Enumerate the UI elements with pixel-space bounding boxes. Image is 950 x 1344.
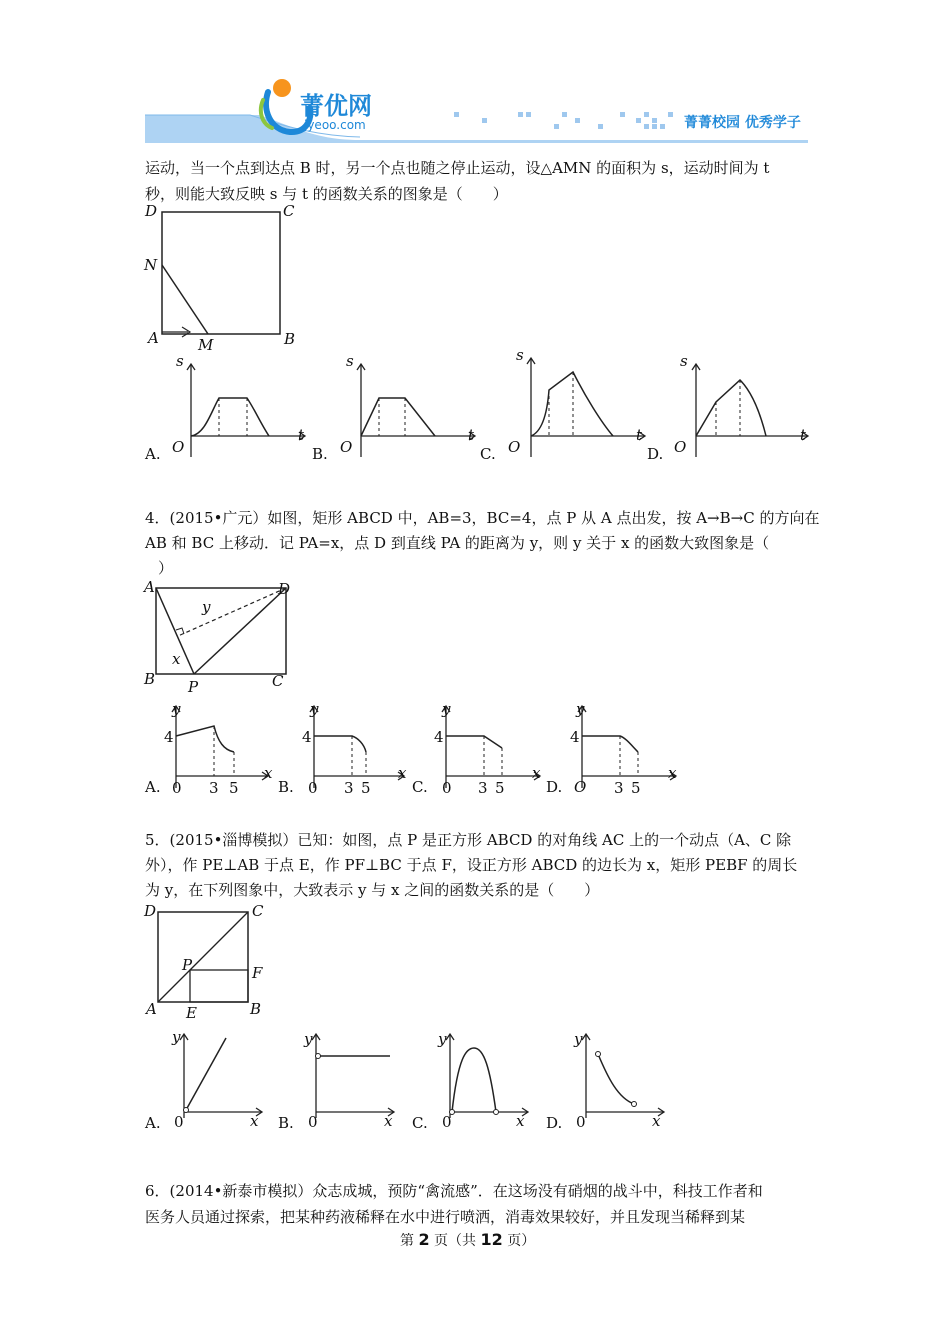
q4-text-line2: AB 和 BC 上移动．记 PA=x，点 D 到直线 PA 的距离为 y，则 y 关于 x 的函数大致图象是（	[145, 534, 770, 552]
q5-label-C: C	[252, 902, 264, 920]
q6-text-line2: 医务人员通过探索，把某种药液稀释在水中进行喷洒，消毒效果较好，并且发现当稀释到某	[145, 1208, 746, 1226]
header-slogan: 菁菁校园 优秀学子	[684, 115, 801, 131]
q5-text-line1: 5．(2015•淄博模拟）已知：如图，点 P 是正方形 ABCD 的对角线 AC 上的一个动点（A、C 除	[145, 831, 792, 849]
q5-option-D[interactable]: D.	[546, 1114, 563, 1132]
q3-A-axis-t: t	[298, 426, 305, 444]
q5-graph-B	[298, 1028, 398, 1120]
q5-graph-C	[432, 1028, 532, 1120]
q3-label-M: M	[198, 336, 214, 354]
q4-B-tick-5: 5	[361, 779, 371, 797]
q4-C-tick-4: 4	[434, 728, 444, 746]
q5-D-axis-x: x	[652, 1112, 661, 1130]
q5-label-E: E	[186, 1004, 197, 1022]
q4-D-axis-x: x	[668, 764, 677, 782]
q4-A-origin: 0	[172, 779, 182, 797]
q5-text-line2: 外），作 PE⊥AB 于点 E，作 PF⊥BC 于点 F，设正方形 ABCD 的边长为 x，矩形 PEBF 的周长	[145, 856, 798, 874]
q4-B-tick-3: 3	[344, 779, 354, 797]
q3-text-line2: 秒，则能大致反映 s 与 t 的函数关系的图象是（ ）	[145, 185, 508, 203]
logo-text-en: jyeoo.com	[304, 118, 366, 132]
q4-D-tick-5: 5	[631, 779, 641, 797]
footer-prefix: 第	[400, 1233, 419, 1249]
q3-graph-B	[335, 352, 480, 462]
q6-text-line1: 6．(2014•新泰市模拟）众志成城，预防“禽流感”．在这场没有硝烟的战斗中，科技工作者和	[145, 1182, 763, 1200]
q4-D-axis-y: y	[576, 700, 585, 718]
q3-option-B[interactable]: B.	[312, 445, 328, 463]
q3-label-D: D	[145, 202, 158, 220]
q5-B-axis-x: x	[384, 1112, 393, 1130]
q4-A-axis-x: x	[264, 764, 273, 782]
q3-D-axis-t: t	[800, 426, 807, 444]
q4-text-line3: ）	[158, 559, 174, 577]
q4-A-tick-4: 4	[164, 728, 174, 746]
q5-label-D: D	[144, 902, 157, 920]
q3-C-axis-t: t	[636, 426, 643, 444]
q4-text-line1: 4．(2015•广元）如图，矩形 ABCD 中，AB=3，BC=4，点 P 从 A 点出发，按 A→B→C 的方向在	[145, 509, 820, 527]
q3-label-C: C	[283, 202, 295, 220]
q5-C-origin: 0	[442, 1113, 452, 1131]
q4-option-D[interactable]: D.	[546, 778, 563, 796]
q4-A-tick-3: 3	[209, 779, 219, 797]
q5-option-C[interactable]: C.	[412, 1114, 428, 1132]
q4-C-axis-y: y	[442, 700, 451, 718]
q5-D-origin: 0	[576, 1113, 586, 1131]
q4-label-y: y	[202, 598, 211, 616]
q4-C-tick-5: 5	[495, 779, 505, 797]
q4-C-axis-x: x	[532, 764, 541, 782]
q3-graph-A	[165, 352, 310, 462]
q4-C-tick-3: 3	[478, 779, 488, 797]
q4-B-origin: 0	[308, 779, 318, 797]
q4-A-axis-y: y	[172, 700, 181, 718]
q4-label-P: P	[188, 678, 199, 696]
q4-B-axis-y: y	[310, 700, 319, 718]
q4-label-x: x	[172, 650, 181, 668]
footer-mid: 页（共	[429, 1233, 481, 1249]
q4-B-axis-x: x	[398, 764, 407, 782]
q4-label-B: B	[144, 670, 156, 688]
q5-C-axis-x: x	[516, 1112, 525, 1130]
footer-page-number: 2	[418, 1230, 430, 1249]
q3-B-axis-s: s	[346, 352, 354, 370]
logo-text-cn: 菁优网	[300, 92, 372, 120]
q5-D-axis-y: y	[574, 1030, 583, 1048]
q4-D-tick-4: 4	[570, 728, 580, 746]
q5-C-axis-y: y	[438, 1030, 447, 1048]
q3-C-axis-s: s	[516, 346, 524, 364]
page-header	[0, 0, 950, 150]
q3-option-D[interactable]: D.	[647, 445, 664, 463]
q4-D-origin: O	[574, 778, 587, 796]
q5-label-P: P	[182, 956, 193, 974]
q4-label-D: D	[278, 580, 291, 598]
q5-A-axis-x: x	[250, 1112, 259, 1130]
q3-label-A: A	[148, 329, 159, 347]
q5-label-A: A	[146, 1000, 157, 1018]
q3-A-origin: O	[172, 438, 185, 456]
q3-label-B: B	[284, 330, 296, 348]
page-footer	[400, 1230, 535, 1250]
q5-option-B[interactable]: B.	[278, 1114, 294, 1132]
q5-label-F: F	[252, 964, 263, 982]
q4-option-B[interactable]: B.	[278, 778, 294, 796]
q5-label-B: B	[250, 1000, 262, 1018]
q3-option-C[interactable]: C.	[480, 445, 496, 463]
q3-C-origin: O	[508, 438, 521, 456]
q3-option-A[interactable]: A.	[145, 445, 161, 463]
q4-B-tick-4: 4	[302, 728, 312, 746]
q3-label-N: N	[144, 256, 158, 274]
footer-total-pages: 12	[480, 1230, 503, 1249]
q3-graph-C	[505, 346, 650, 462]
q5-graph-D	[568, 1028, 668, 1120]
q3-D-axis-s: s	[680, 352, 688, 370]
q4-option-A[interactable]: A.	[145, 778, 161, 796]
q3-D-origin: O	[674, 438, 687, 456]
q4-D-tick-3: 3	[614, 779, 624, 797]
q5-option-A[interactable]: A.	[145, 1114, 161, 1132]
q5-text-line3: 为 y，在下列图象中，大致表示 y 与 x 之间的函数关系的是（ ）	[145, 881, 600, 899]
q5-B-origin: 0	[308, 1113, 318, 1131]
q4-option-C[interactable]: C.	[412, 778, 428, 796]
q5-graph-A	[166, 1028, 266, 1120]
q4-A-tick-5: 5	[229, 779, 239, 797]
q3-graph-D	[670, 352, 815, 462]
q3-B-axis-t: t	[468, 426, 475, 444]
q5-A-origin: 0	[174, 1113, 184, 1131]
footer-suffix: 页）	[502, 1233, 536, 1249]
header-banner	[0, 0, 950, 150]
q5-B-axis-y: y	[304, 1030, 313, 1048]
q3-A-axis-s: s	[176, 352, 184, 370]
q4-label-A: A	[144, 578, 155, 596]
q4-label-C: C	[272, 672, 284, 690]
decor-dots	[454, 112, 673, 129]
q5-A-axis-y: y	[172, 1028, 181, 1046]
q4-C-origin: 0	[442, 779, 452, 797]
q3-text-line1: 运动，当一个点到达点 B 时，另一个点也随之停止运动，设△AMN 的面积为 s，运动时间为 t	[145, 159, 770, 177]
q3-B-origin: O	[340, 438, 353, 456]
